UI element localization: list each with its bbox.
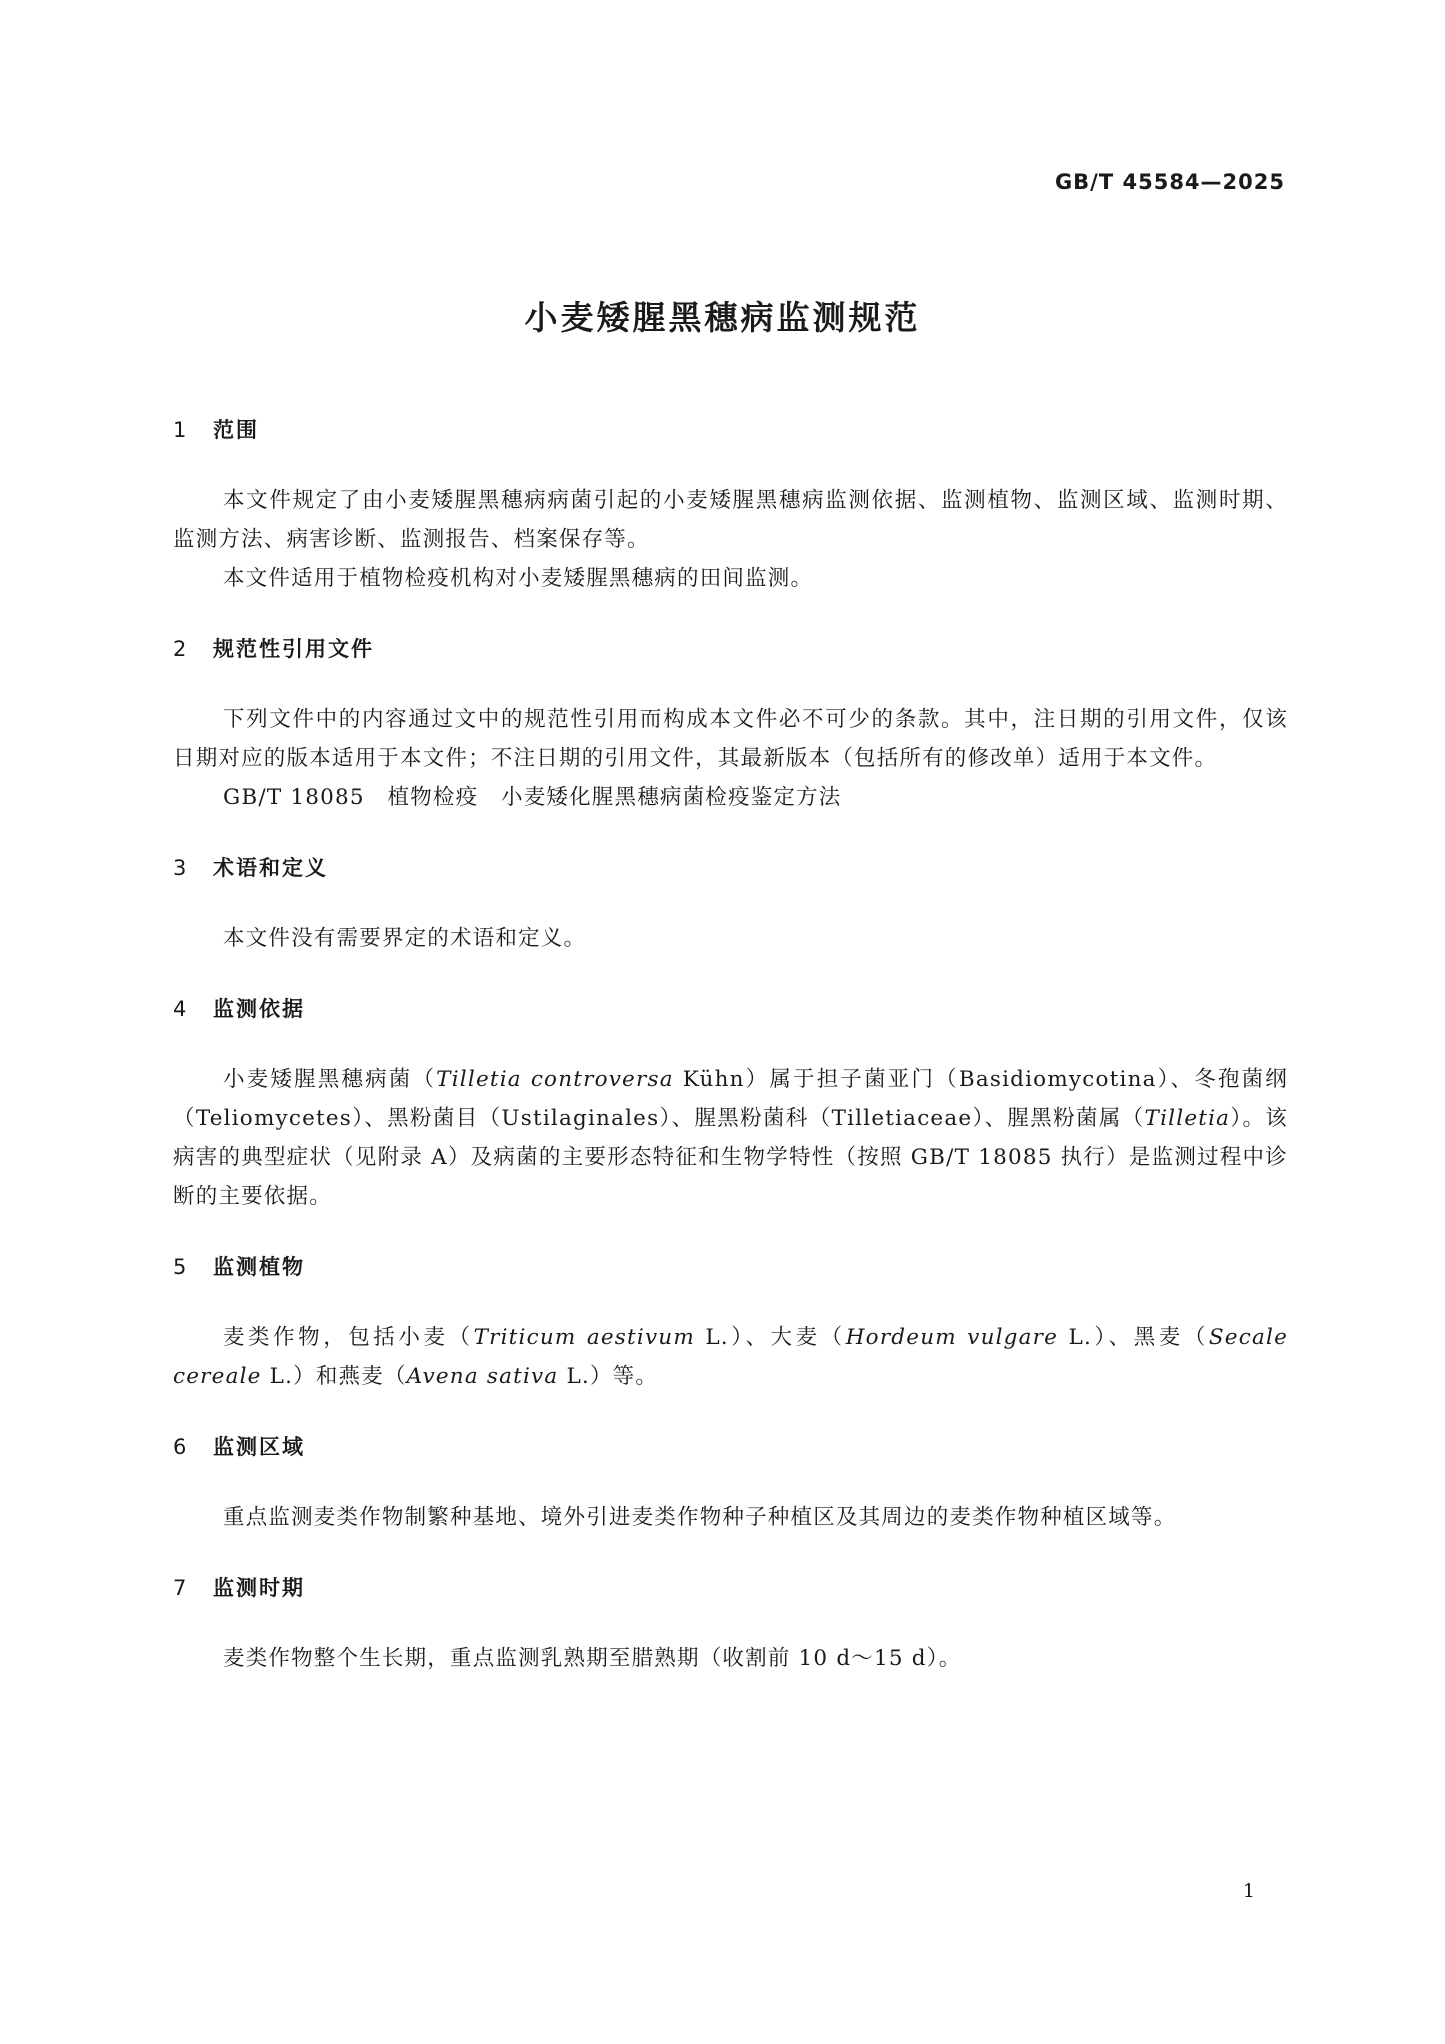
section-heading xyxy=(173,1251,1288,1283)
genus-name: Tilletia xyxy=(1144,1106,1231,1131)
document-title: 小麦矮腥黑穗病监测规范 xyxy=(524,298,921,337)
species-name: Avena sativa xyxy=(406,1364,559,1389)
document-body xyxy=(173,414,1288,1678)
section-title: 范围 xyxy=(213,418,259,442)
section-title: 规范性引用文件 xyxy=(213,637,374,661)
section-title: 监测区域 xyxy=(213,1435,305,1459)
text-run: L.）、大麦（ xyxy=(694,1325,846,1350)
standard-code: GB/T 45584—2025 xyxy=(1054,170,1285,194)
section-heading xyxy=(173,1431,1288,1463)
species-name: Hordeum vulgare xyxy=(845,1325,1059,1350)
section-number: 2 xyxy=(173,637,189,661)
text-run: 麦类作物，包括小麦（ xyxy=(223,1325,474,1350)
section-heading xyxy=(173,414,1288,446)
section-heading xyxy=(173,852,1288,884)
species-name: Secale cereale xyxy=(173,1325,1288,1389)
paragraph: 本文件适用于植物检疫机构对小麦矮腥黑穗病的田间监测。 xyxy=(223,566,814,591)
paragraph xyxy=(173,1318,1288,1396)
section-number: 1 xyxy=(173,418,189,442)
species-name: Tilletia controversa xyxy=(436,1067,674,1092)
section-monitoring-period xyxy=(173,1572,1288,1678)
section-monitoring-area xyxy=(173,1431,1288,1537)
section-number: 4 xyxy=(173,997,189,1021)
section-normative-references xyxy=(173,633,1288,817)
species-name: Triticum aestivum xyxy=(473,1325,695,1350)
section-title: 监测植物 xyxy=(213,1255,305,1279)
paragraph: 本文件没有需要界定的术语和定义。 xyxy=(223,926,587,951)
reference-entry: GB/T 18085 植物检疫 小麦矮化腥黑穗病菌检疫鉴定方法 xyxy=(223,785,842,810)
paragraph: 重点监测麦类作物制繁种基地、境外引进麦类作物种子种植区及其周边的麦类作物种植区域等。 xyxy=(223,1505,1177,1530)
section-terms-definitions xyxy=(173,852,1288,958)
text-run: L.）等。 xyxy=(558,1364,659,1389)
paragraph: 麦类作物整个生长期，重点监测乳熟期至腊熟期（收割前 10 d～15 d）。 xyxy=(223,1646,962,1671)
section-heading xyxy=(173,633,1288,665)
section-number: 5 xyxy=(173,1255,189,1279)
text-run: Kühn）属于担子菌亚门（Basidiomycotina）、冬孢菌纲（Teliomycetes）、黑粉菌目（Ustilaginales）、腥黑粉菌科（Tilletiaceae）、腥黑粉菌属（ xyxy=(173,1067,1288,1131)
section-monitored-plants xyxy=(173,1251,1288,1396)
section-title: 监测时期 xyxy=(213,1576,305,1600)
section-number: 7 xyxy=(173,1576,189,1600)
section-monitoring-basis xyxy=(173,993,1288,1216)
section-title: 术语和定义 xyxy=(213,856,328,880)
paragraph: 下列文件中的内容通过文中的规范性引用而构成本文件必不可少的条款。其中，注日期的引用文件，仅该日期对应的版本适用于本文件；不注日期的引用文件，其最新版本（包括所有的修改单）适用于本文件。 xyxy=(173,707,1288,771)
section-title: 监测依据 xyxy=(213,997,305,1021)
section-scope xyxy=(173,414,1288,598)
page-number: 1 xyxy=(1242,1880,1255,1902)
section-heading xyxy=(173,1572,1288,1604)
section-number: 6 xyxy=(173,1435,189,1459)
paragraph xyxy=(173,1060,1288,1216)
section-heading xyxy=(173,993,1288,1025)
text-run: L.）、黑麦（ xyxy=(1058,1325,1209,1350)
text-run: L.）和燕麦（ xyxy=(261,1364,407,1389)
text-run: 小麦矮腥黑穗病菌（ xyxy=(223,1067,437,1092)
text-run: ）。该病害的典型症状（见附录 A）及病菌的主要形态特征和生物学特性（按照 GB/T 18085 执行）是监测过程中诊断的主要依据。 xyxy=(173,1106,1289,1209)
section-number: 3 xyxy=(173,856,189,880)
paragraph: 本文件规定了由小麦矮腥黑穗病病菌引起的小麦矮腥黑穗病监测依据、监测植物、监测区域、监测时期、监测方法、病害诊断、监测报告、档案保存等。 xyxy=(173,488,1288,552)
